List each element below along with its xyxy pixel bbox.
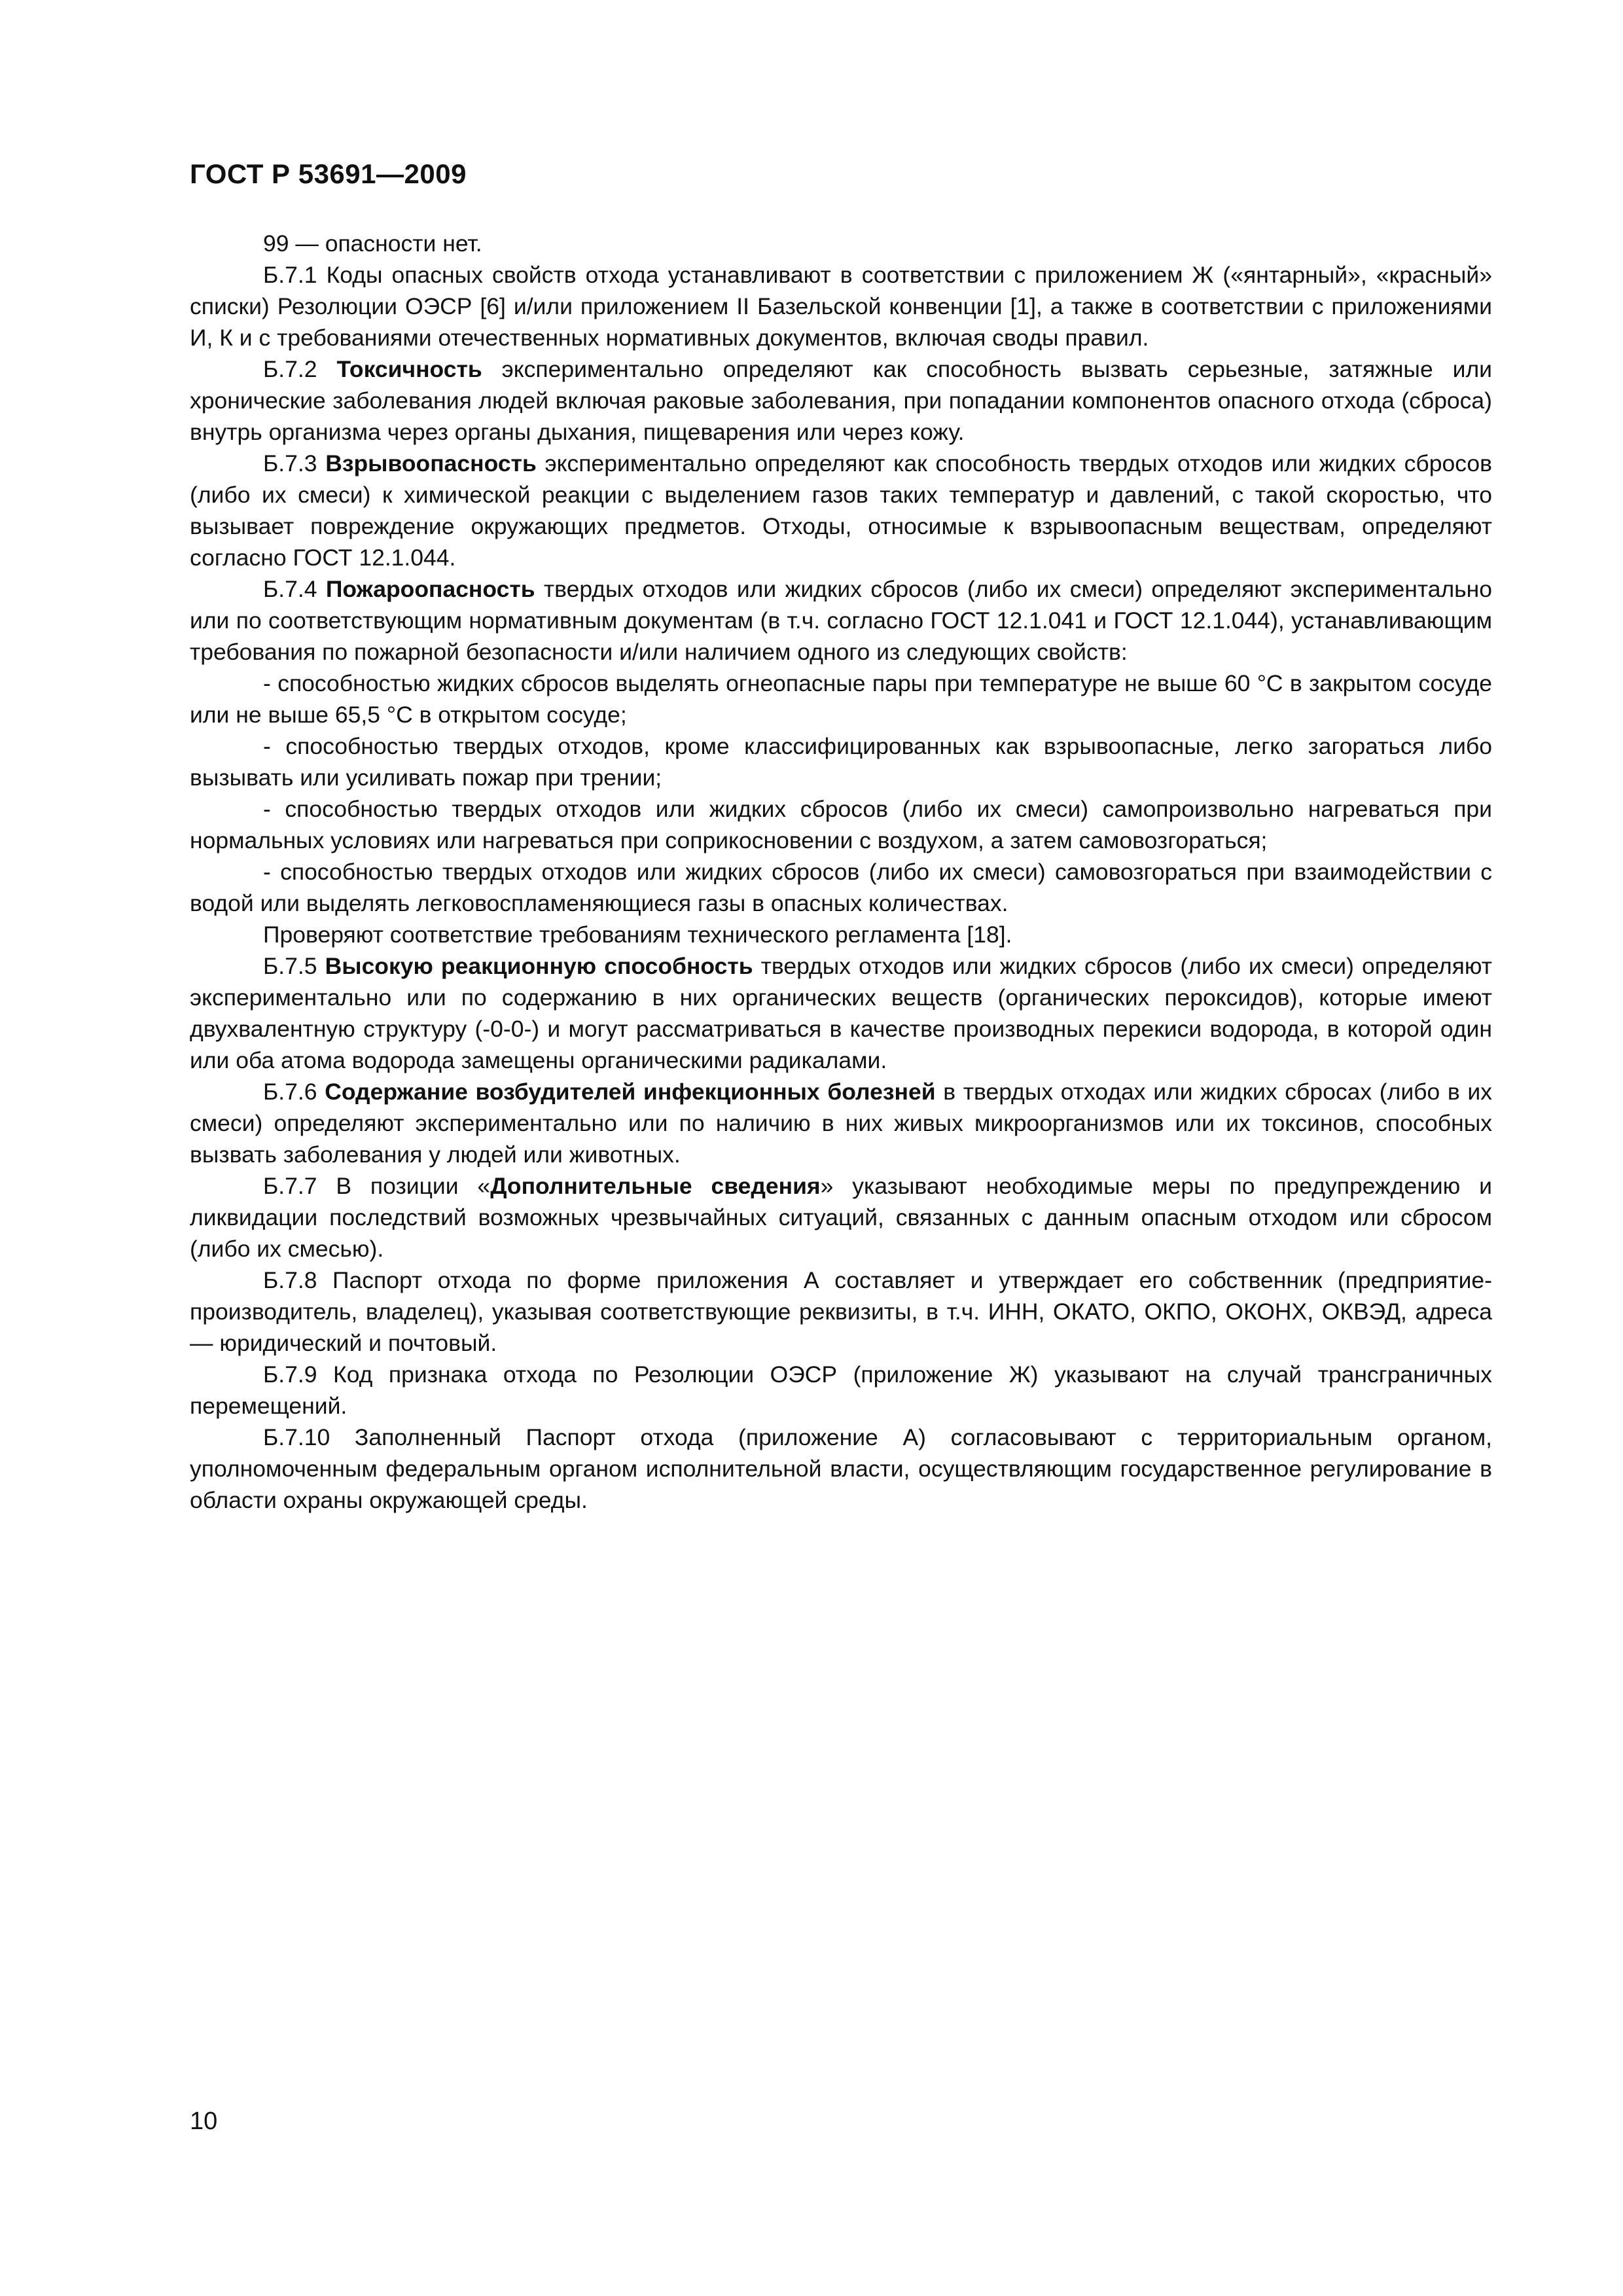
paragraph-b78: Б.7.8 Паспорт отхода по форме приложения А составляет и утверждает его собственник (предприятие-производитель, владелец), указывая соответствующие реквизиты, в т.ч. ИНН, ОКАТО, ОКПО, ОКОНХ, ОКВЭД, адреса — юридический и почтовый. (190, 1267, 1492, 1356)
paragraph-number: Б.7.4 (263, 576, 326, 602)
paragraph-number: Б.7.2 (263, 356, 337, 382)
paragraph-text: экспериментально определяют как способность твердых отходов или жидких сбросов (либо их смеси) к химической реакции с выделением газов таких температур и давлений, с такой скоростью, что вызывает повреждение окружающих предметов. Отходы, относимые к взрывоопасным веществам, определяют согласно ГОСТ 12.1.044. (190, 450, 1493, 571)
paragraph-b77 (190, 1170, 1492, 1265)
paragraph-b710: Б.7.10 Заполненный Паспорт отхода (приложение А) согласовывают с территориальным органом, уполномоченным федеральным органом исполнительной власти, осуществляющим государственное регулирование в области охраны окружающей среды. (190, 1424, 1492, 1513)
paragraph-number: Б.7.5 (263, 953, 325, 979)
term-reactivity: Высокую реакционную способность (325, 953, 753, 979)
paragraph-number: Б.7.3 (263, 450, 326, 476)
paragraph-b76 (190, 1076, 1492, 1170)
paragraph-b75 (190, 950, 1492, 1076)
paragraph-number: Б.7.6 (263, 1079, 325, 1105)
page-number: 10 (190, 2108, 218, 2135)
paragraph-b72 (190, 353, 1492, 448)
term-additional-info: Дополнительные сведения (490, 1173, 821, 1199)
term-infectious-agents: Содержание возбудителей инфекционных болезней (325, 1079, 936, 1105)
paragraph-text: в твердых отходах или жидких сбросах (либо в их смеси) определяют экспериментально или по наличию в них живых микроорганизмов или их токсинов, способных вызвать заболевания у людей или животных. (190, 1079, 1492, 1168)
paragraph-danger-none: 99 — опасности нет. (263, 230, 482, 257)
paragraph-compliance: Проверяют соответствие требованиям технического регламента [18]. (263, 922, 1012, 948)
document-body (190, 228, 1492, 1516)
term-flammability: Пожароопасность (325, 576, 535, 602)
paragraph-b74 (190, 573, 1492, 668)
list-item-solid-ignite: - способностью твердых отходов, кроме классифицированных как взрывоопасные, легко загораться либо вызывать или усиливать пожар при трении; (190, 733, 1492, 791)
paragraph-text: твердых отходов или жидких сбросов (либо их смеси) определяют экспериментально или по соответствующим нормативным документам (в т.ч. согласно ГОСТ 12.1.041 и ГОСТ 12.1.044), устанавливающим требования по пожарной безопасности и/или наличием одного из следующих свойств: (190, 576, 1493, 665)
term-explosiveness: Взрывоопасность (325, 450, 537, 476)
paragraph-text: » указывают необходимые меры по предупреждению и ликвидации последствий возможных чрезвычайных ситуаций, связанных с данным опасным отходом или сбросом (либо их смесью). (190, 1173, 1492, 1262)
list-item-liquid-vapors: - способностью жидких сбросов выделять огнеопасные пары при температуре не выше 60 °С в закрытом сосуде или не выше 65,5 °С в открытом сосуде; (190, 670, 1492, 728)
paragraph-number: Б.7.7 В позиции « (263, 1173, 491, 1199)
paragraph-b79: Б.7.9 Код признака отхода по Резолюции ОЭСР (приложение Ж) указывают на случай трансграничных перемещений. (190, 1361, 1492, 1419)
document-header: ГОСТ Р 53691—2009 (190, 158, 467, 189)
term-toxicity: Токсичность (336, 356, 482, 382)
paragraph-text: твердых отходов или жидких сбросов (либо их смеси) определяют экспериментально или по содержанию в них органических веществ (органических пероксидов), которые имеют двухвалентную структуру (-0-0-) и могут рассматриваться в качестве производных перекиси водорода, в которой один или оба атома водорода замещены органическими радикалами. (190, 953, 1492, 1073)
paragraph-text: экспериментально определяют как способность вызвать серьезные, затяжные или хронические заболевания людей включая раковые заболевания, при попадании компонентов опасного отхода (сброса) внутрь организма через органы дыхания, пищеварения или через кожу. (190, 356, 1492, 445)
paragraph-b71: Б.7.1 Коды опасных свойств отхода устанавливают в соответствии с приложением Ж («янтарный», «красный» списки) Резолюции ОЭСР [6] и/или приложением II Базельской конвенции [1], а также в соответствии с приложениями И, К и с требованиями отечественных нормативных документов, включая своды правил. (190, 262, 1492, 351)
paragraph-b73 (190, 448, 1492, 573)
list-item-water-reactive: - способностью твердых отходов или жидких сбросов (либо их смеси) самовозгораться при взаимодействии с водой или выделять легковоспламеняющиеся газы в опасных количествах. (190, 859, 1492, 916)
list-item-self-heating: - способностью твердых отходов или жидких сбросов (либо их смеси) самопроизвольно нагреваться при нормальных условиях или нагреваться при соприкосновении с воздухом, а затем самовозгораться; (190, 796, 1492, 853)
